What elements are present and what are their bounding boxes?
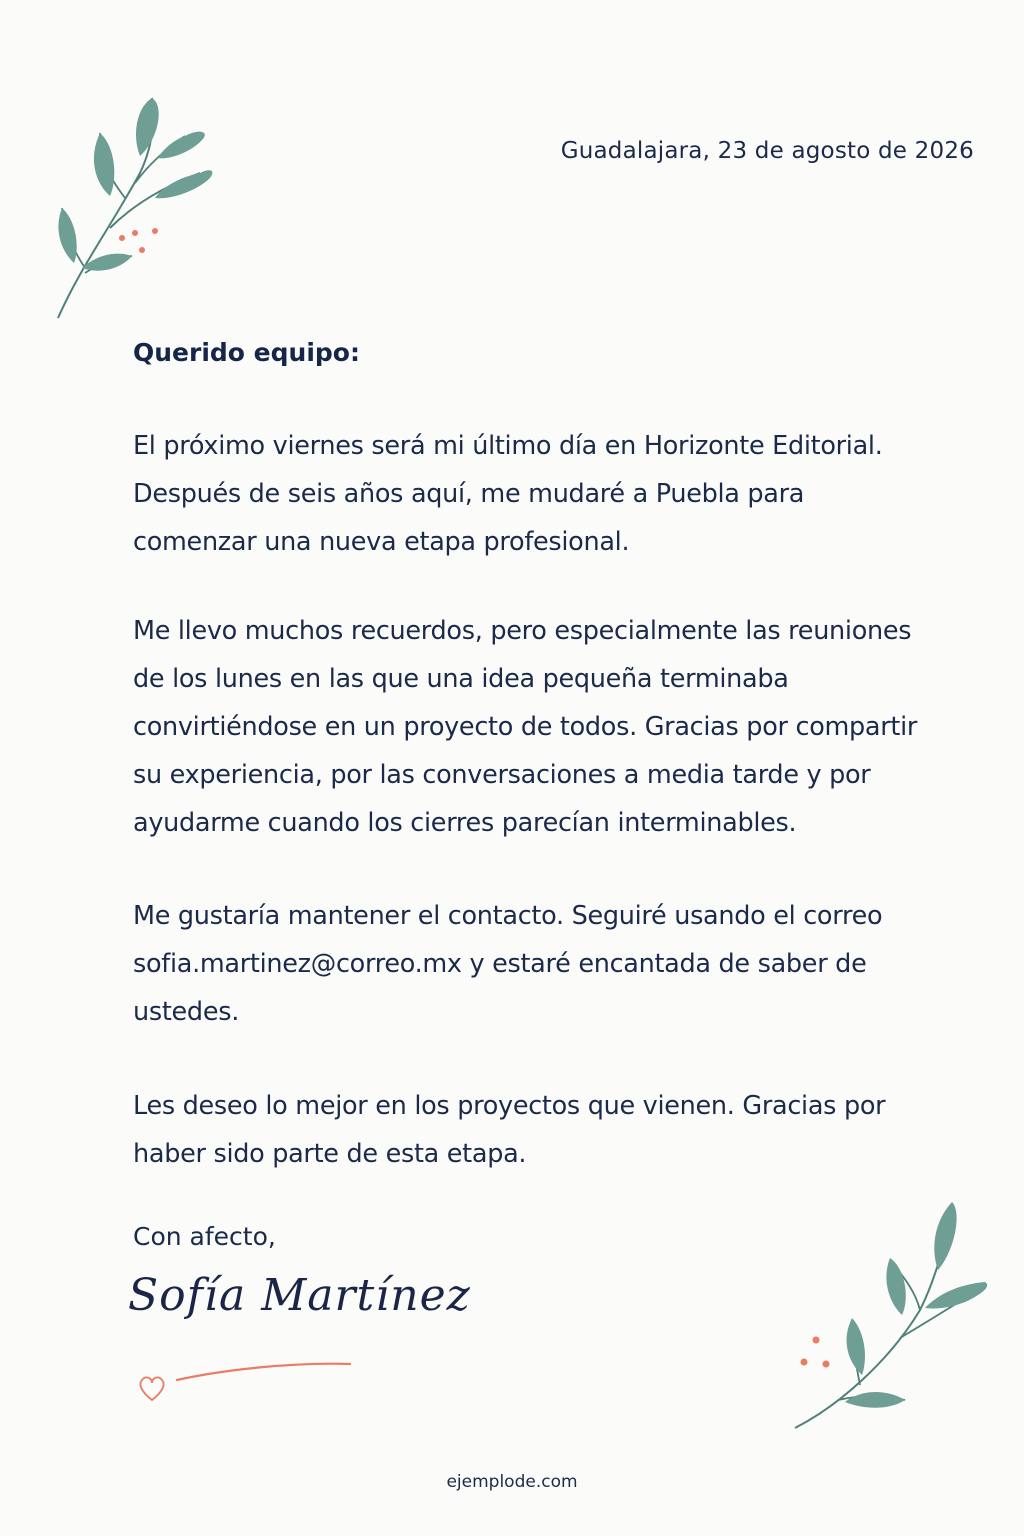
footer-site: ejemplode.com	[446, 1472, 578, 1492]
closing: Con afecto,	[133, 1222, 276, 1251]
heart-icon	[132, 1350, 362, 1410]
body-paragraph: El próximo viernes será mi último día en Horizonte Editorial. Después de seis años aquí, me mudaré a Puebla para comenzar una nueva etapa profesional.	[133, 431, 883, 557]
leaf-sprig-icon	[40, 78, 220, 323]
letter-date: Guadalajara, 23 de agosto de 2026	[560, 138, 974, 164]
salutation: Querido equipo:	[133, 338, 360, 367]
signature: Sofía Martínez	[128, 1270, 471, 1321]
body-paragraph: Les deseo lo mejor en los proyectos que vienen. Gracias por haber sido parte de esta etapa.	[133, 1091, 886, 1169]
leaf-sprig-icon	[790, 1190, 990, 1435]
body-paragraph: Me llevo muchos recuerdos, pero especialmente las reuniones de los lunes en las que una idea pequeña terminaba convirtiéndose en un proyecto de todos. Gracias por compartir su experiencia, por las conversaciones a media tarde y por ayudarme cuando los cierres parecían interminables.	[133, 616, 918, 838]
body-paragraph: Me gustaría mantener el contacto. Seguiré usando el correo sofia.martinez@correo.mx y estaré encantada de saber de ustedes.	[133, 901, 883, 1027]
